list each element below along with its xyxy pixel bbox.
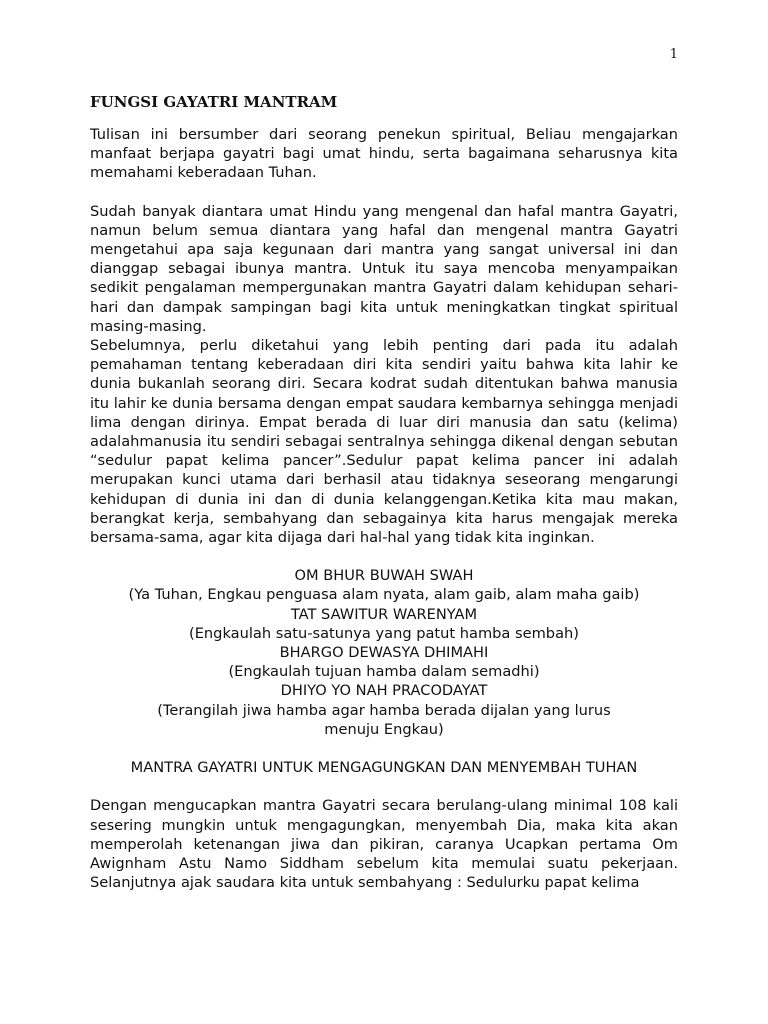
mantra-meaning-1: (Ya Tuhan, Engkau penguasa alam nyata, alam gaib, alam maha gaib) [128, 586, 640, 604]
paragraph-gap [90, 739, 678, 758]
document-body [90, 93, 678, 892]
paragraph-sedulur-papat: Sebelumnya, perlu diketahui yang lebih penting dari pada itu adalah pemahaman tentang keberadaan diri kita sendiri yaitu bahwa kita lahir ke dunia bukanlah seorang diri. Secara kodrat sudah ditentukan bahwa manusia itu lahir ke dunia bersama dengan empat saudara kembarnya sehingga menjadi lima dengan dirinya. Empat berada di luar diri manusia dan satu (kelima) adalahmanusia itu sendiri sebagai sentralnya sehingga dikenal dengan sebutan “sedulur papat kelima pancer”.Sedulur papat kelima pancer ini adalah merupakan kunci utama dari berhasil atau tidaknya seseorang mengarungi kehidupan di dunia ini dan di dunia kelanggengan.Ketika kita mau makan, berangkat kerja, sembahyang dan sebagainya kita harus mengajak mereka bersama-sama, agar kita dijaga dari hal-hal yang tidak kita inginkan. [90, 337, 678, 547]
paragraph-intro: Tulisan ini bersumber dari seorang penekun spiritual, Beliau mengajarkan manfaat berjapa gayatri bagi umat hindu, serta bagaimana seharusnya kita memahami keberadaan Tuhan. [90, 126, 678, 182]
mantra-meaning-2: (Engkaulah satu-satunya yang patut hamba sembah) [189, 624, 579, 642]
mantra-line-2: TAT SAWITUR WARENYAM [290, 605, 478, 623]
section-heading: MANTRA GAYATRI UNTUK MENGAGUNGKAN DAN MENYEMBAH TUHAN [130, 759, 638, 777]
paragraph-mantra-usage: Dengan mengucapkan mantra Gayatri secara berulang-ulang minimal 108 kali sesering mungkin untuk mengagungkan, menyembah Dia, maka kita akan memperolah ketenangan jiwa dan pikiran, caranya Ucapkan pertama Om Awignham Astu Namo Siddham sebelum kita memulai suatu pekerjaan. Selanjutnya ajak saudara kita untuk sembahyang : Sedulurku papat kelima [90, 797, 678, 892]
mantra-line-4: DHIYO YO NAH PRACODAYAT [280, 682, 488, 700]
document-title: FUNGSI GAYATRI MANTRAM [90, 93, 338, 111]
mantra-line-1: OM BHUR BUWAH SWAH [294, 567, 474, 585]
page-number: 1 [669, 47, 678, 62]
mantra-line-3: BHARGO DEWASYA DHIMAHI [279, 644, 489, 662]
paragraph-gap [90, 183, 678, 202]
gayatri-mantra-block [90, 566, 678, 739]
paragraph-gap [90, 777, 678, 796]
mantra-meaning-3: (Engkaulah tujuan hamba dalam semadhi) [228, 663, 540, 681]
paragraph-knowledge: Sudah banyak diantara umat Hindu yang mengenal dan hafal mantra Gayatri, namun belum semua diantara yang hafal dan mengenal mantra Gayatri mengetahui apa saja kegunaan dari mantra yang sangat universal ini dan dianggap sebagai ibunya mantra. Untuk itu saya mencoba menyampaikan sedikit pengalaman mempergunakan mantra Gayatri dalam kehidupan sehari-hari dan dampak sampingan bagi kita untuk meningkatkan tingkat spiritual masing-masing. [90, 202, 678, 335]
paragraph-gap [90, 547, 678, 566]
mantra-meaning-4: (Terangilah jiwa hamba agar hamba berada dijalan yang lurus menuju Engkau) [157, 701, 611, 738]
